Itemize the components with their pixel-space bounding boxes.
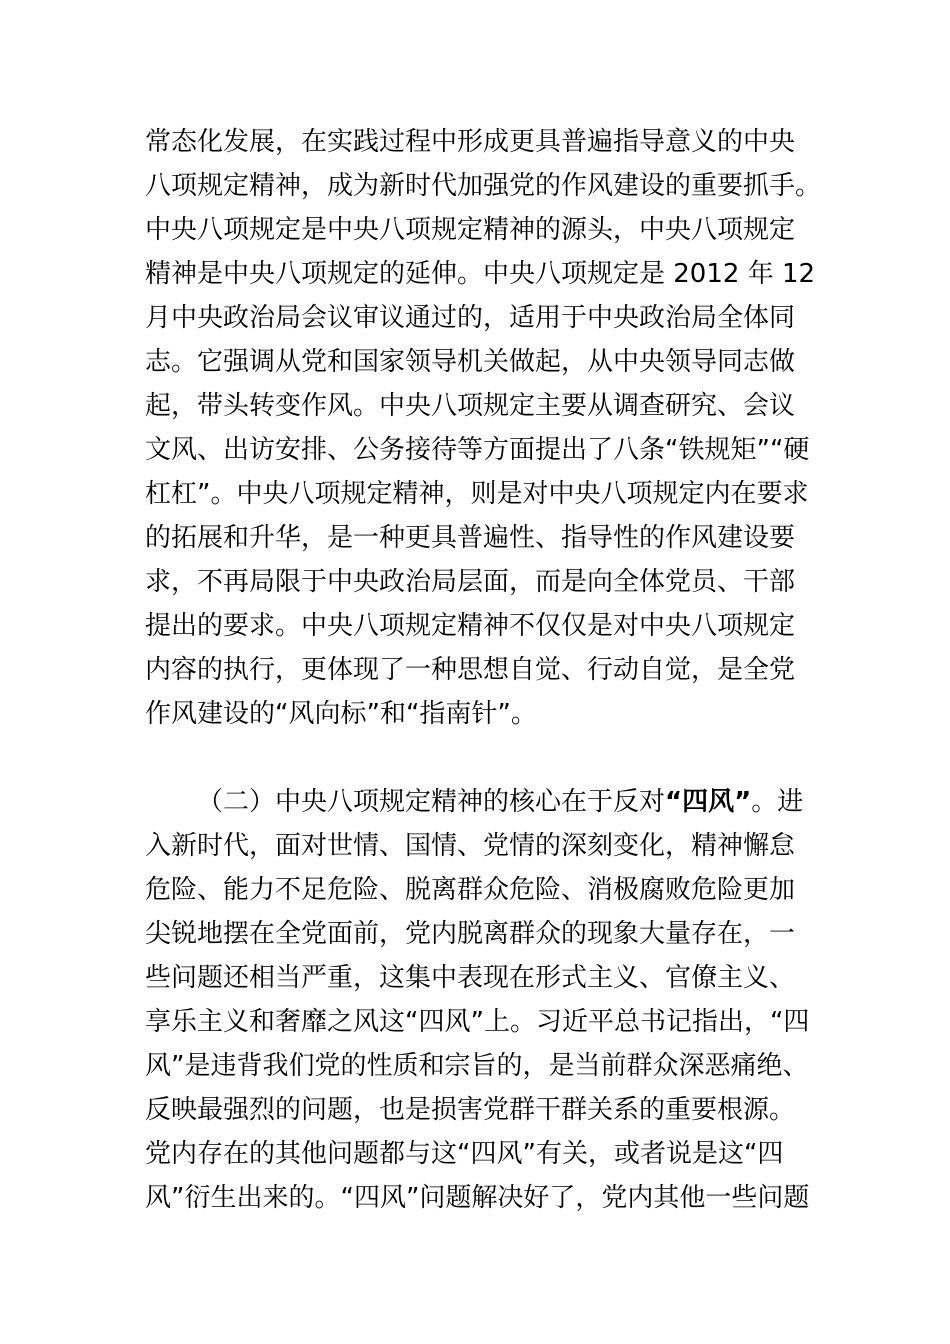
text-line: 危险、能力不足危险、脱离群众危险、消极腐败危险更加 [145, 875, 796, 905]
text-line: 风”衍生出来的。“四风”问题解决好了，党内其他一些问题 [145, 1183, 810, 1213]
section-heading-prefix: （二）中央八项规定精神的核心在于反对 [197, 787, 666, 817]
text-line: 起，带头转变作风。中央八项规定主要从调查研究、会议 [145, 391, 796, 421]
text-line: 中央八项规定是中央八项规定精神的源头，中央八项规定 [145, 215, 796, 245]
text-line: 提出的要求。中央八项规定精神不仅仅是对中央八项规定 [145, 611, 796, 641]
paragraph-1 [145, 120, 822, 736]
text-line: 常态化发展，在实践过程中形成更具普遍指导意义的中央 [145, 127, 796, 157]
text-line: 党内存在的其他问题都与这“四风”有关，或者说是这“四 [145, 1139, 784, 1169]
text-line: 享乐主义和奢靡之风这“四风”上。习近平总书记指出，“四 [145, 1007, 810, 1037]
text-line: 文风、出访安排、公务接待等方面提出了八条“铁规矩”“硬 [145, 435, 810, 465]
text-line: 尖锐地摆在全党面前，党内脱离群众的现象大量存在，一 [145, 919, 796, 949]
text-line: 作风建设的“风向标”和“指南针”。 [145, 699, 537, 729]
section-heading-suffix: 。进 [751, 787, 804, 817]
text-line: 月中央政治局会议审议通过的，适用于中央政治局全体同 [145, 303, 796, 333]
text-line: 志。它强调从党和国家领导机关做起，从中央领导同志做 [145, 347, 796, 377]
text-line: 风”是违背我们党的性质和宗旨的，是当前群众深恶痛绝、 [145, 1051, 809, 1081]
text-line: 杠杠”。中央八项规定精神，则是对中央八项规定内在要求 [145, 479, 809, 509]
text-line: 些问题还相当严重，这集中表现在形式主义、官僚主义、 [145, 963, 796, 993]
paragraph-2 [145, 780, 810, 1220]
text-line: 的拓展和升华，是一种更具普遍性、指导性的作风建设要 [145, 523, 796, 553]
text-line: 内容的执行，更体现了一种思想自觉、行动自觉，是全党 [145, 655, 796, 685]
text-line: 八项规定精神，成为新时代加强党的作风建设的重要抓手。 [145, 171, 822, 201]
section-heading-keyword: “四风” [665, 787, 752, 817]
text-line: 入新时代，面对世情、国情、党情的深刻变化，精神懈怠 [145, 831, 796, 861]
text-line: 求，不再局限于中央政治局层面，而是向全体党员、干部 [145, 567, 796, 597]
section-heading-line [145, 780, 805, 824]
text-line: 精神是中央八项规定的延伸。中央八项规定是 2012 年 12 [145, 259, 816, 289]
text-line: 反映最强烈的问题，也是损害党群干群关系的重要根源。 [145, 1095, 796, 1125]
